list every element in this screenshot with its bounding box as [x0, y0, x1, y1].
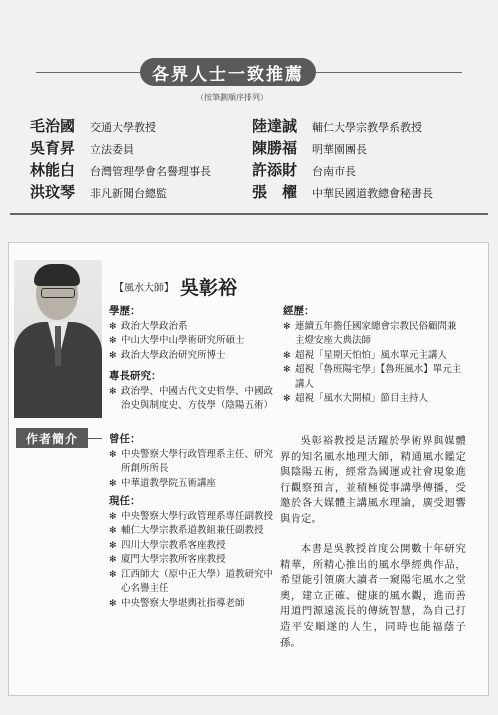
- recommender-title: 交通大學教授: [90, 121, 156, 134]
- author-photo: [14, 260, 102, 418]
- recommender-name: 陳勝福: [252, 139, 298, 157]
- education-item: ✻ 政治大學政治研究所博士: [109, 349, 277, 364]
- recommender-title: 台灣管理學會名譽理事長: [90, 165, 211, 178]
- recommender-name: 洪玟琴: [30, 183, 76, 201]
- author-name: 吳彰裕: [180, 277, 238, 299]
- experience-item: ✻ 超視「風水大開槓」節目主持人: [283, 392, 463, 407]
- recommender-name: 陸達誠: [252, 117, 298, 135]
- recommender-name: 許添財: [252, 161, 298, 179]
- recommender-row: [30, 115, 211, 137]
- current-item: ✻ 廈門大學宗教所客座教授: [109, 553, 277, 568]
- experience-section: [283, 304, 463, 407]
- recommender-row: [252, 181, 433, 203]
- bio-paragraph-1: 吳彰裕教授是活躍於學術界與媒體界的知名風水地理大師，精通風水鑑定與陰陽五術，經常為國運或社會現象進行觀察預言，並積極從事講學傳播，受邀於各大媒體主講風水理論，廣受迴響與肯定。: [280, 435, 466, 525]
- author-intro-tag: 作者簡介: [16, 428, 88, 448]
- recommender-row: [252, 137, 433, 159]
- author-name-line: [114, 273, 237, 300]
- recommender-title: 輔仁大學宗教學系教授: [312, 121, 422, 134]
- experience-item: ✻ 超視「星期天怕怕」風水單元主講人: [283, 349, 463, 364]
- education-item: ✻ 中山大學中山學術研究所碩士: [109, 334, 277, 349]
- expertise-heading: 專長研究：: [109, 370, 162, 382]
- current-section: [109, 494, 277, 611]
- former-heading: 曾任：: [109, 433, 141, 445]
- recommender-title: 明華園團長: [312, 143, 367, 156]
- experience-heading: 經歷：: [283, 305, 315, 317]
- recommender-title: 中華民國道教總會秘書長: [312, 187, 433, 200]
- former-item: ✻ 中央警察大學行政管理系主任、研究所創所所長: [109, 448, 277, 477]
- bio-paragraph-2: 本書是吳教授首度公開數十年研究精華，所精心推出的風水學經典作品，希望能引領廣大讀者一窺陽宅風水之堂奧，建立正確、健康的風水觀，進而善用道門源遠流長的傳統智慧，為自己打造平安順遂的人生，同時也能福蔭子孫。: [280, 543, 466, 649]
- recommend-banner: 各界人士一致推薦: [140, 58, 316, 86]
- education-item: ✻ 政治大學政治系: [109, 320, 277, 335]
- recommender-title: 台南市長: [312, 165, 356, 178]
- recommender-title: 立法委員: [90, 143, 134, 156]
- recommender-row: [30, 137, 211, 159]
- experience-item: ✻ 連續五年擔任國家總會宗教民俗顧問兼主燈安座大典法師: [283, 320, 463, 349]
- recommender-name: 林能白: [30, 161, 76, 179]
- recommender-name: 吳育昇: [30, 139, 76, 157]
- current-item: ✻ 中央警察大學行政管理系專任副教授: [109, 510, 277, 525]
- expertise-section: [109, 369, 277, 414]
- recommender-row: [30, 181, 211, 203]
- former-item: ✻ 中華道教學院五術講座: [109, 477, 277, 492]
- section-divider: [10, 213, 488, 215]
- current-item: ✻ 四川大學宗教系客座教授: [109, 539, 277, 554]
- recommender-name: 張 櫂: [252, 183, 298, 201]
- education-section: [109, 304, 277, 363]
- recommender-title: 非凡新聞台總監: [90, 187, 167, 200]
- author-title-prefix: 【風水大師】: [114, 283, 174, 294]
- recommend-list-left: [30, 115, 211, 203]
- former-section: [109, 432, 277, 491]
- recommender-name: 毛治國: [30, 117, 76, 135]
- recommender-row: [252, 159, 433, 181]
- current-item: ✻ 江西師大（原中正大學）道教研究中心名譽主任: [109, 568, 277, 597]
- current-heading: 現任：: [109, 495, 141, 507]
- order-note: （按筆劃順序排列）: [196, 93, 268, 102]
- recommender-row: [30, 159, 211, 181]
- current-item: ✻ 輔仁大學宗教系道教組兼任副教授: [109, 524, 277, 539]
- expertise-item: ✻ 政治學、中國古代文史哲學、中國政治史與制度史、方伎學（陰陽五術）: [109, 385, 277, 414]
- recommend-list-right: [252, 115, 433, 203]
- education-heading: 學歷：: [109, 305, 141, 317]
- experience-item: ✻ 超視「魯班陽宅學」【魯班風水】單元主講人: [283, 363, 463, 392]
- recommender-row: [252, 115, 433, 137]
- current-item: ✻ 中央警察大學堪輿社指導老師: [109, 597, 277, 612]
